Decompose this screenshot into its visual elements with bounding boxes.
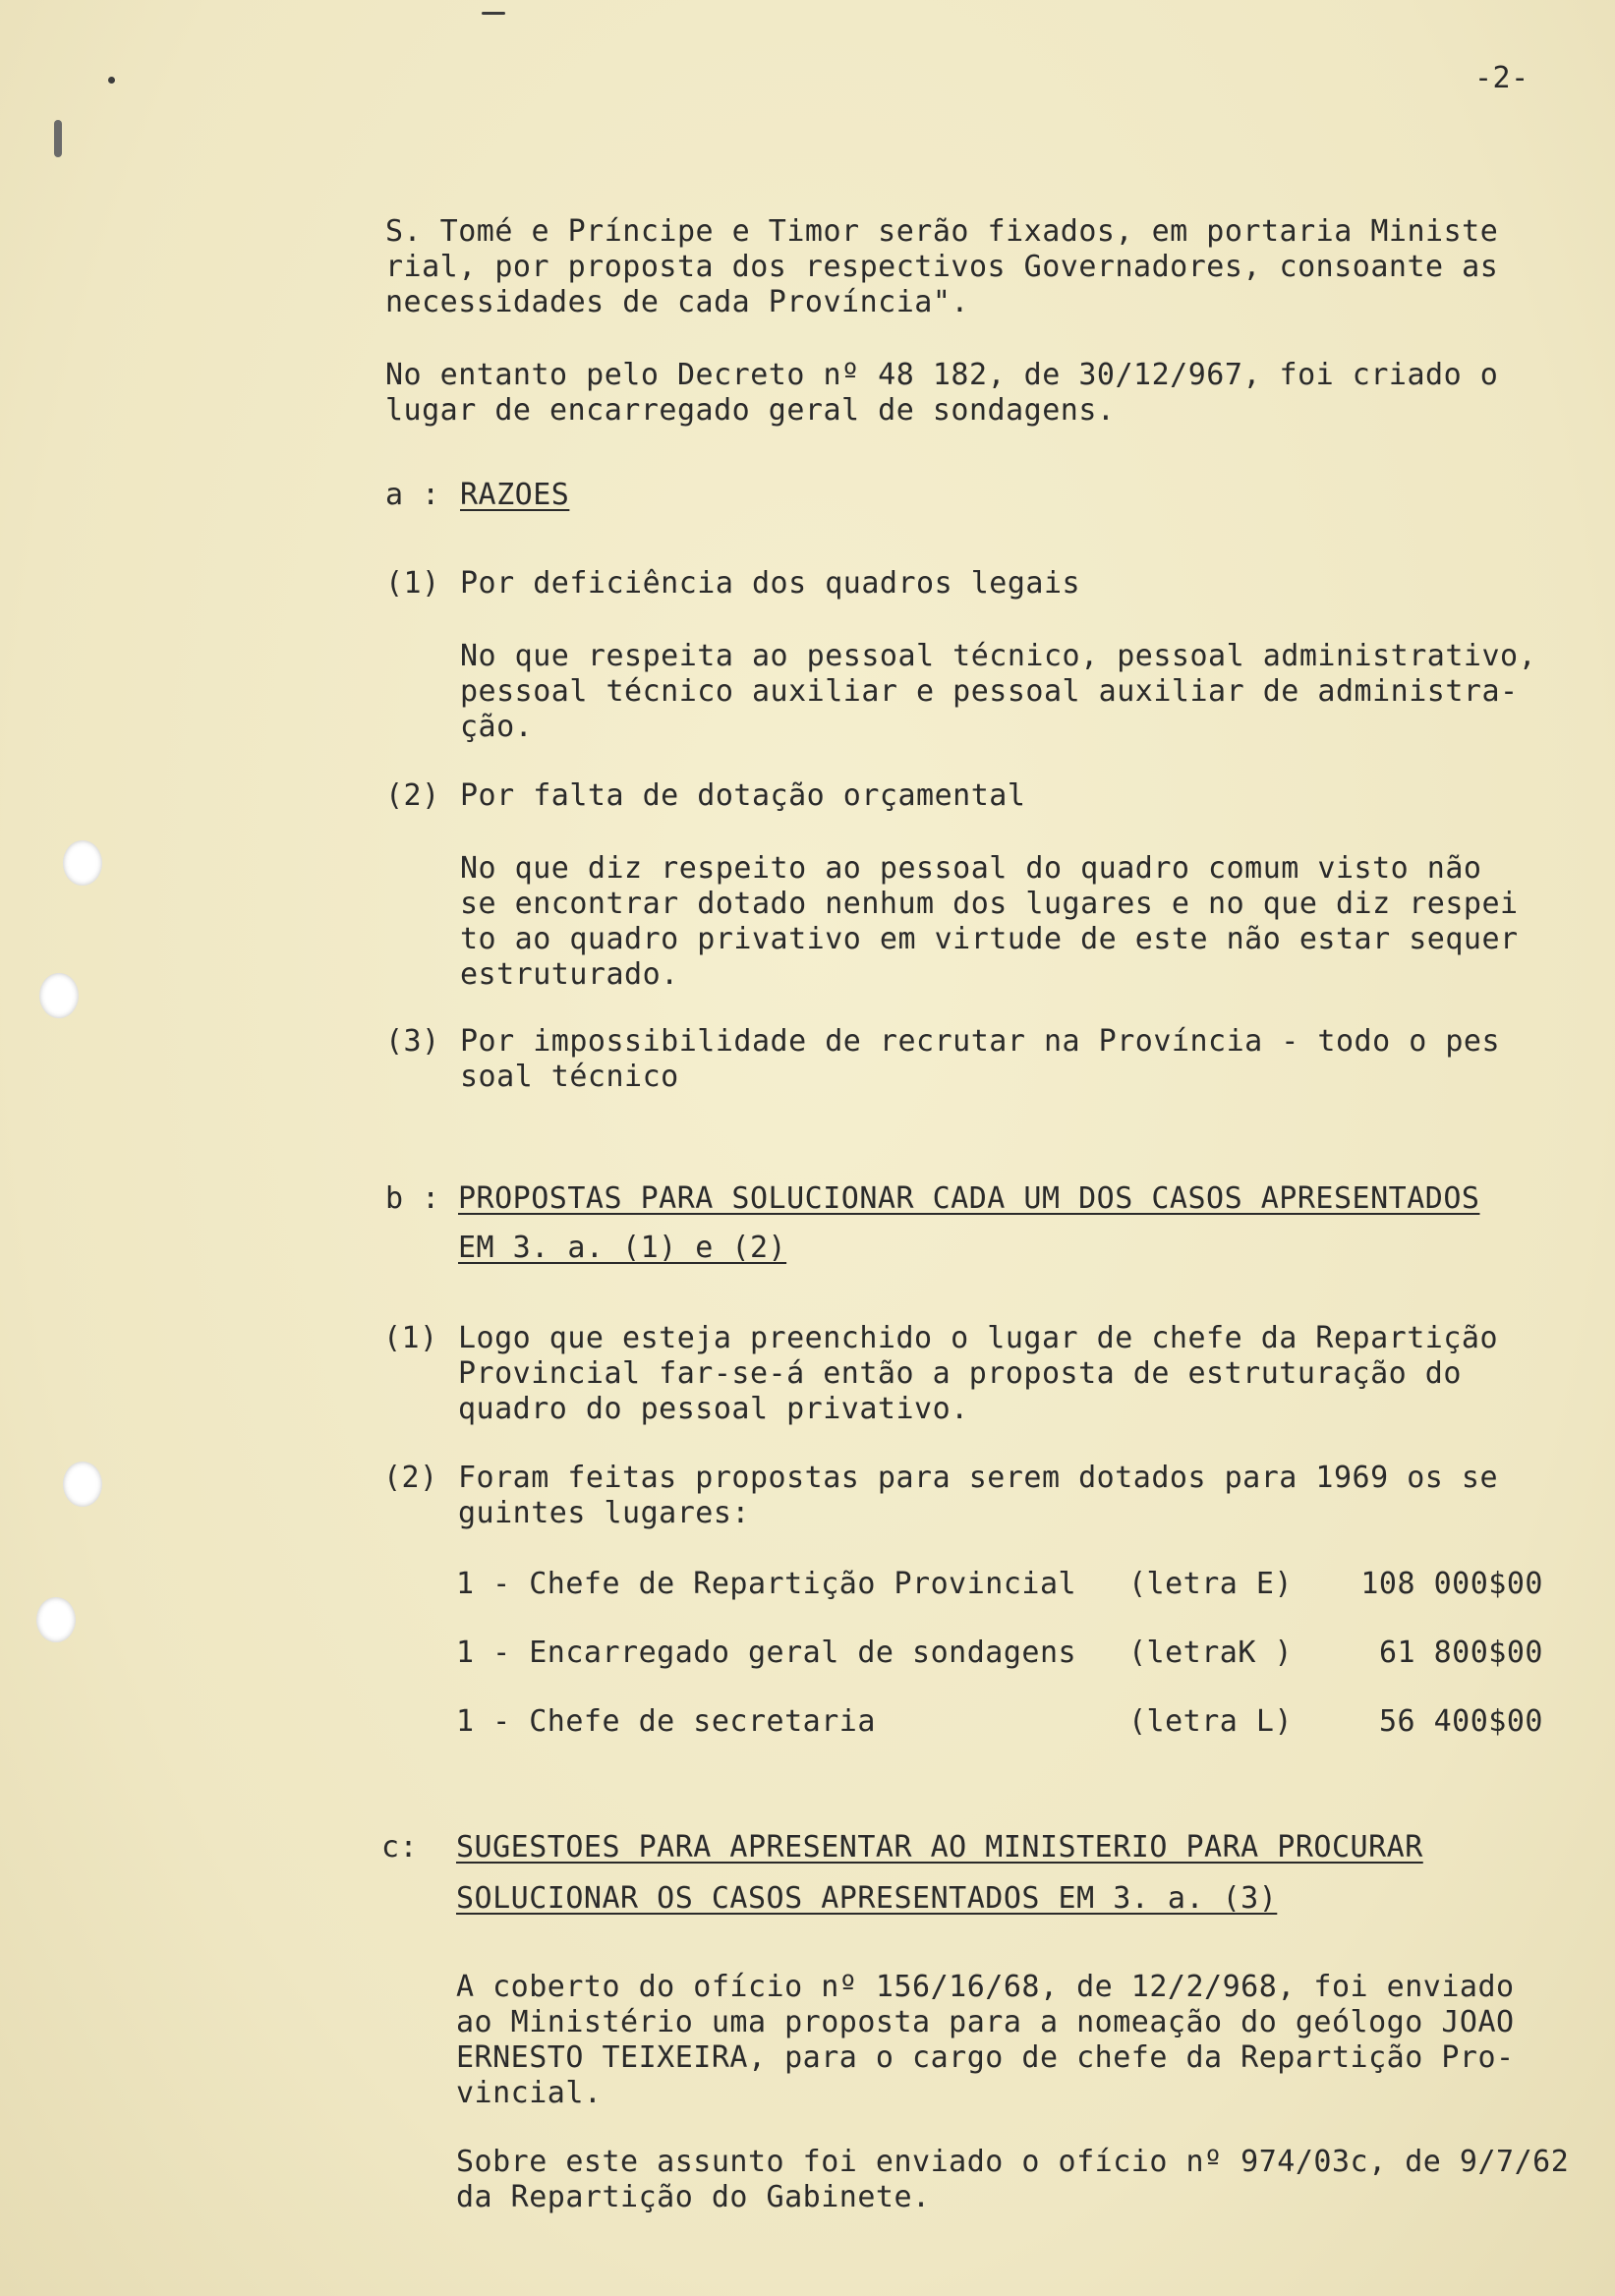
section-c-letter: c:: [381, 1830, 419, 1865]
position-desc: 1 - Encarregado geral de sondagens: [456, 1636, 1077, 1670]
intro-line: necessidades de cada Província".: [385, 285, 969, 319]
paragraph-line: vincial.: [456, 2076, 603, 2110]
position-amount: 108 000$00: [1360, 1567, 1543, 1601]
section-c-title: SUGESTOES PARA APRESENTAR AO MINISTERIO PARA PROCURAR: [456, 1830, 1423, 1865]
section-a-title: RAZOES: [460, 478, 570, 512]
intro-line: rial, por proposta dos respectivos Governadores, consoante as: [385, 250, 1499, 284]
item-number: (1): [385, 566, 440, 601]
item-body-line: to ao quadro privativo em virtude de este não estar sequer: [460, 922, 1519, 956]
paragraph-line: ao Ministério uma proposta para a nomeação do geólogo JOAO: [456, 2005, 1515, 2039]
position-grade: (letraK ): [1128, 1636, 1294, 1670]
item-body-line: pessoal técnico auxiliar e pessoal auxiliar de administra-: [460, 674, 1519, 709]
position-desc: 1 - Chefe de secretaria: [456, 1704, 876, 1739]
item-number: (2): [385, 778, 440, 813]
item-title: Por deficiência dos quadros legais: [460, 566, 1081, 601]
paragraph-line: Sobre este assunto foi enviado o ofício nº 974/03c, de 9/7/62: [456, 2145, 1570, 2179]
ink-mark: [54, 120, 62, 157]
ink-mark: [108, 77, 115, 84]
item-body-line: Logo que esteja preenchido o lugar de chefe da Repartição: [458, 1321, 1499, 1355]
section-b-letter: b :: [385, 1181, 440, 1216]
section-b-title: EM 3. a. (1) e (2): [458, 1231, 787, 1265]
paragraph-line: A coberto do ofício nº 156/16/68, de 12/2/968, foi enviado: [456, 1970, 1515, 2004]
item-body-line: No que diz respeito ao pessoal do quadro comum visto não: [460, 851, 1482, 886]
item-body-line: Foram feitas propostas para serem dotados para 1969 os se: [458, 1461, 1499, 1495]
item-body-line: No que respeita ao pessoal técnico, pessoal administrativo,: [460, 639, 1537, 673]
item-number: (1): [383, 1321, 438, 1355]
paragraph-line: ERNESTO TEIXEIRA, para o cargo de chefe da Repartição Pro-: [456, 2040, 1515, 2075]
paragraph-line: da Repartição do Gabinete.: [456, 2180, 931, 2214]
page-number: -2-: [1474, 61, 1529, 95]
item-number: (2): [383, 1461, 438, 1495]
item-body-line: estruturado.: [460, 957, 679, 992]
item-body-line: quadro do pessoal privativo.: [458, 1392, 969, 1426]
position-grade: (letra L): [1128, 1704, 1294, 1739]
punch-hole: [39, 973, 79, 1018]
position-desc: 1 - Chefe de Repartição Provincial: [456, 1567, 1077, 1601]
position-amount: 61 800$00: [1378, 1636, 1543, 1670]
item-title: Por impossibilidade de recrutar na Província - todo o pes: [460, 1024, 1501, 1059]
decree-line: No entanto pelo Decreto nº 48 182, de 30/12/967, foi criado o: [385, 358, 1499, 392]
item-body-line: se encontrar dotado nenhum dos lugares e no que diz respei: [460, 887, 1519, 921]
item-body-line: ção.: [460, 710, 534, 744]
item-title: Por falta de dotação orçamental: [460, 778, 1026, 813]
position-grade: (letra E): [1128, 1567, 1294, 1601]
section-b-title: PROPOSTAS PARA SOLUCIONAR CADA UM DOS CASOS APRESENTADOS: [458, 1181, 1480, 1216]
item-number: (3): [385, 1024, 440, 1059]
punch-hole: [63, 1462, 102, 1507]
punch-hole: [36, 1597, 76, 1642]
section-c-title: SOLUCIONAR OS CASOS APRESENTADOS EM 3. a. (3): [456, 1881, 1278, 1916]
section-a-letter: a :: [385, 478, 440, 512]
ink-mark: [482, 12, 505, 15]
item-body-line: Provincial far-se-á então a proposta de estruturação do: [458, 1356, 1462, 1391]
intro-line: S. Tomé e Príncipe e Timor serão fixados, em portaria Ministe: [385, 214, 1499, 249]
decree-line: lugar de encarregado geral de sondagens.: [385, 393, 1116, 428]
punch-hole: [63, 840, 102, 886]
position-amount: 56 400$00: [1378, 1704, 1543, 1739]
item-body-line: guintes lugares:: [458, 1496, 750, 1530]
item-body-line: soal técnico: [460, 1060, 679, 1094]
